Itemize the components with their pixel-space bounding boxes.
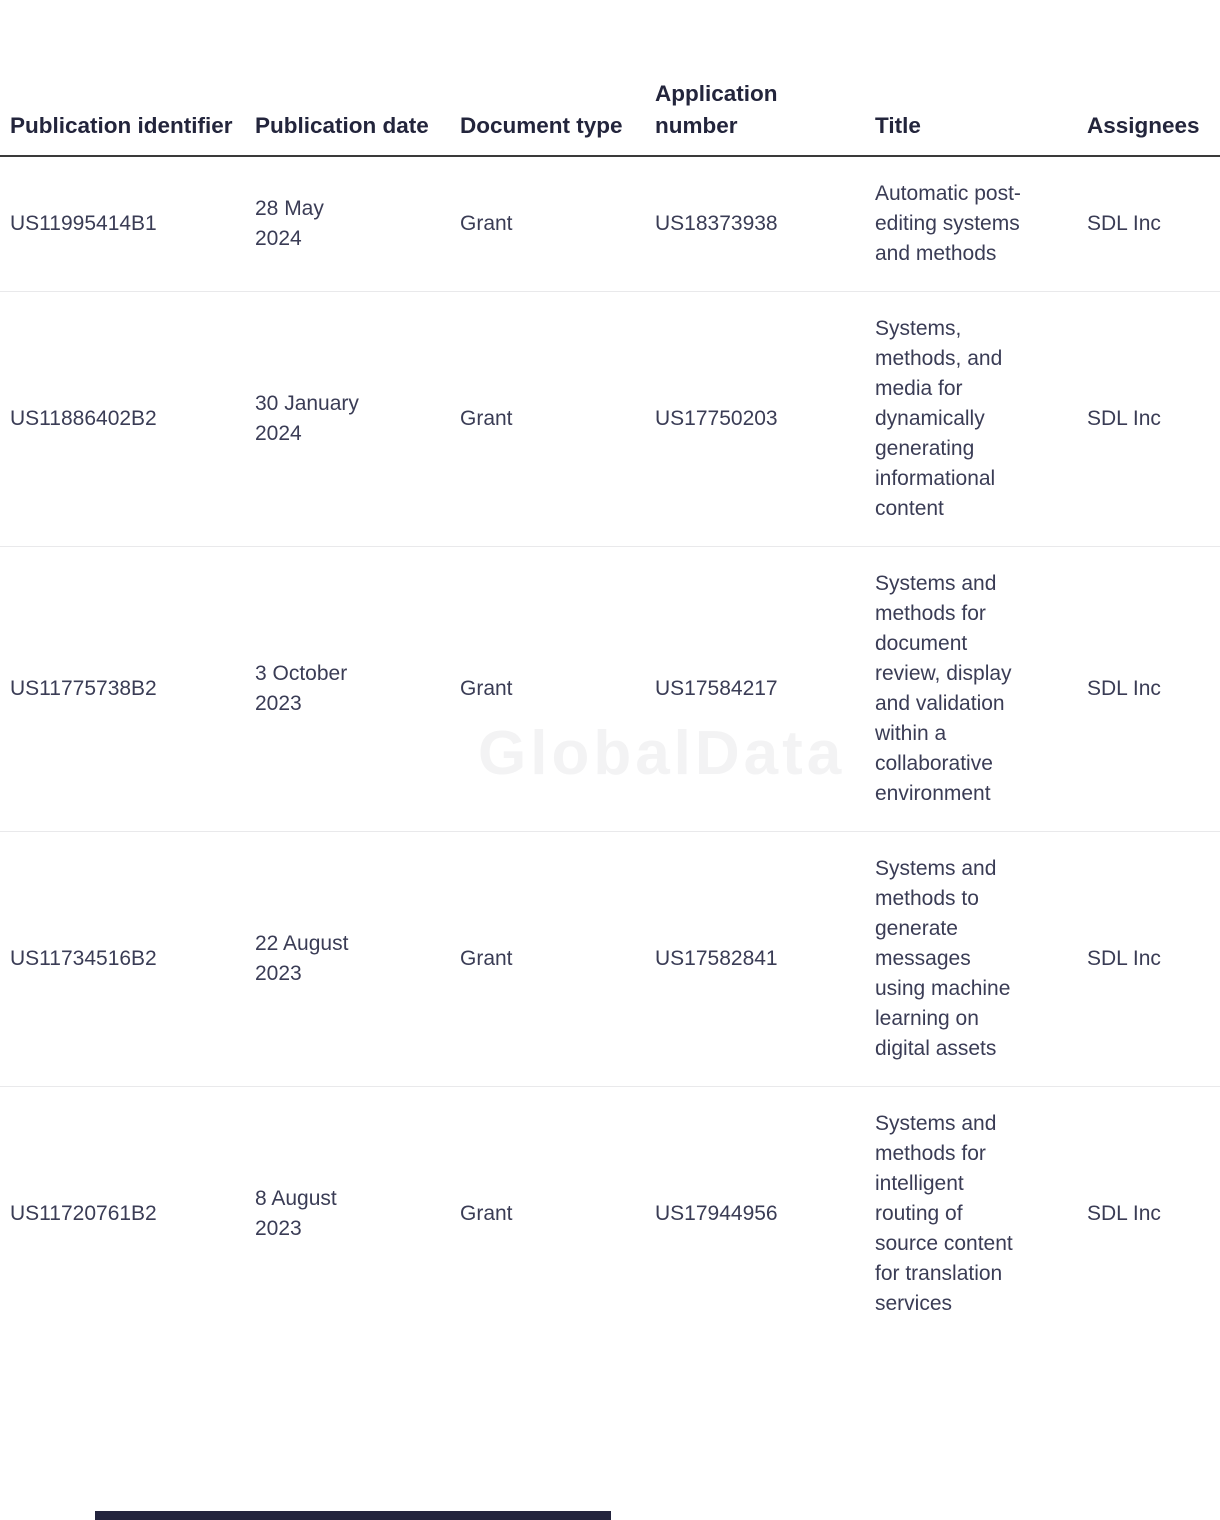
cell-publication-date	[245, 832, 450, 1087]
cell-document-type	[450, 547, 645, 832]
cell-application-number	[645, 1087, 865, 1342]
cell-text: 8 August 2023	[255, 1187, 337, 1240]
cell-text: Systems and methods to generate messages using machine learning on digital assets	[875, 857, 1011, 1060]
cell-text: Systems and methods for document review, display and validation within a collaborative environment	[875, 572, 1012, 805]
cell-title	[865, 156, 1077, 292]
cell-text: US17584217	[655, 677, 778, 700]
cell-text: Grant	[460, 677, 513, 700]
cell-text: US11734516B2	[10, 947, 157, 970]
cell-publication-identifier	[0, 1087, 245, 1342]
cell-title	[865, 832, 1077, 1087]
cell-text: SDL Inc	[1087, 407, 1161, 430]
cell-assignees	[1077, 832, 1220, 1087]
cell-assignees	[1077, 292, 1220, 547]
table-row	[0, 292, 1220, 547]
cell-publication-identifier	[0, 832, 245, 1087]
cell-title	[865, 1087, 1077, 1342]
cell-text: Systems and methods for intelligent routing of source content for translation services	[875, 1112, 1013, 1315]
table-row	[0, 547, 1220, 832]
cell-text: 22 August 2023	[255, 932, 349, 985]
cell-publication-date	[245, 292, 450, 547]
cell-assignees	[1077, 547, 1220, 832]
cell-text: 30 January 2024	[255, 392, 359, 445]
globaldata-watermark: GlobalData	[478, 719, 846, 788]
cell-document-type	[450, 832, 645, 1087]
cell-application-number	[645, 156, 865, 292]
cell-text: Grant	[460, 407, 513, 430]
table-row	[0, 1087, 1220, 1342]
column-header-title: Title	[865, 0, 1077, 156]
cell-text: US17750203	[655, 407, 778, 430]
column-header-application-number: Application number	[645, 0, 865, 156]
cell-text: US17582841	[655, 947, 778, 970]
table-row	[0, 156, 1220, 292]
cell-text: US18373938	[655, 212, 778, 235]
column-header-assignees: Assignees	[1077, 0, 1220, 156]
cell-text: Automatic post-editing systems and methods	[875, 182, 1021, 265]
cell-text: 3 October 2023	[255, 662, 348, 715]
cell-assignees	[1077, 1087, 1220, 1342]
cell-text: SDL Inc	[1087, 1202, 1161, 1225]
cell-text: US11775738B2	[10, 677, 157, 700]
cell-publication-date	[245, 547, 450, 832]
cell-text: Grant	[460, 212, 513, 235]
cell-document-type	[450, 156, 645, 292]
cell-text: Grant	[460, 1202, 513, 1225]
cell-application-number	[645, 832, 865, 1087]
cell-text: US11995414B1	[10, 212, 157, 235]
cell-publication-identifier	[0, 292, 245, 547]
column-header-document-type: Document type	[450, 0, 645, 156]
cell-text: Systems, methods, and media for dynamically generating informational content	[875, 317, 1003, 520]
cell-text: SDL Inc	[1087, 947, 1161, 970]
cell-publication-identifier	[0, 156, 245, 292]
cell-text: Grant	[460, 947, 513, 970]
cell-text: 28 May 2024	[255, 197, 324, 250]
cell-publication-identifier	[0, 547, 245, 832]
cell-application-number	[645, 292, 865, 547]
cell-text: SDL Inc	[1087, 212, 1161, 235]
cell-document-type	[450, 1087, 645, 1342]
column-header-publication-identifier: Publication identifier	[0, 0, 245, 156]
cell-title	[865, 292, 1077, 547]
cell-document-type	[450, 292, 645, 547]
table-row	[0, 832, 1220, 1087]
cell-text: US11886402B2	[10, 407, 157, 430]
cell-title	[865, 547, 1077, 832]
column-header-publication-date: Publication date	[245, 0, 450, 156]
cell-application-number	[645, 547, 865, 832]
table-header-row	[0, 0, 1220, 156]
cell-text: US11720761B2	[10, 1202, 157, 1225]
cell-assignees	[1077, 156, 1220, 292]
cell-publication-date	[245, 1087, 450, 1342]
cell-text: SDL Inc	[1087, 677, 1161, 700]
cell-text: US17944956	[655, 1202, 778, 1225]
cell-publication-date	[245, 156, 450, 292]
bottom-partial-element	[95, 1511, 611, 1520]
